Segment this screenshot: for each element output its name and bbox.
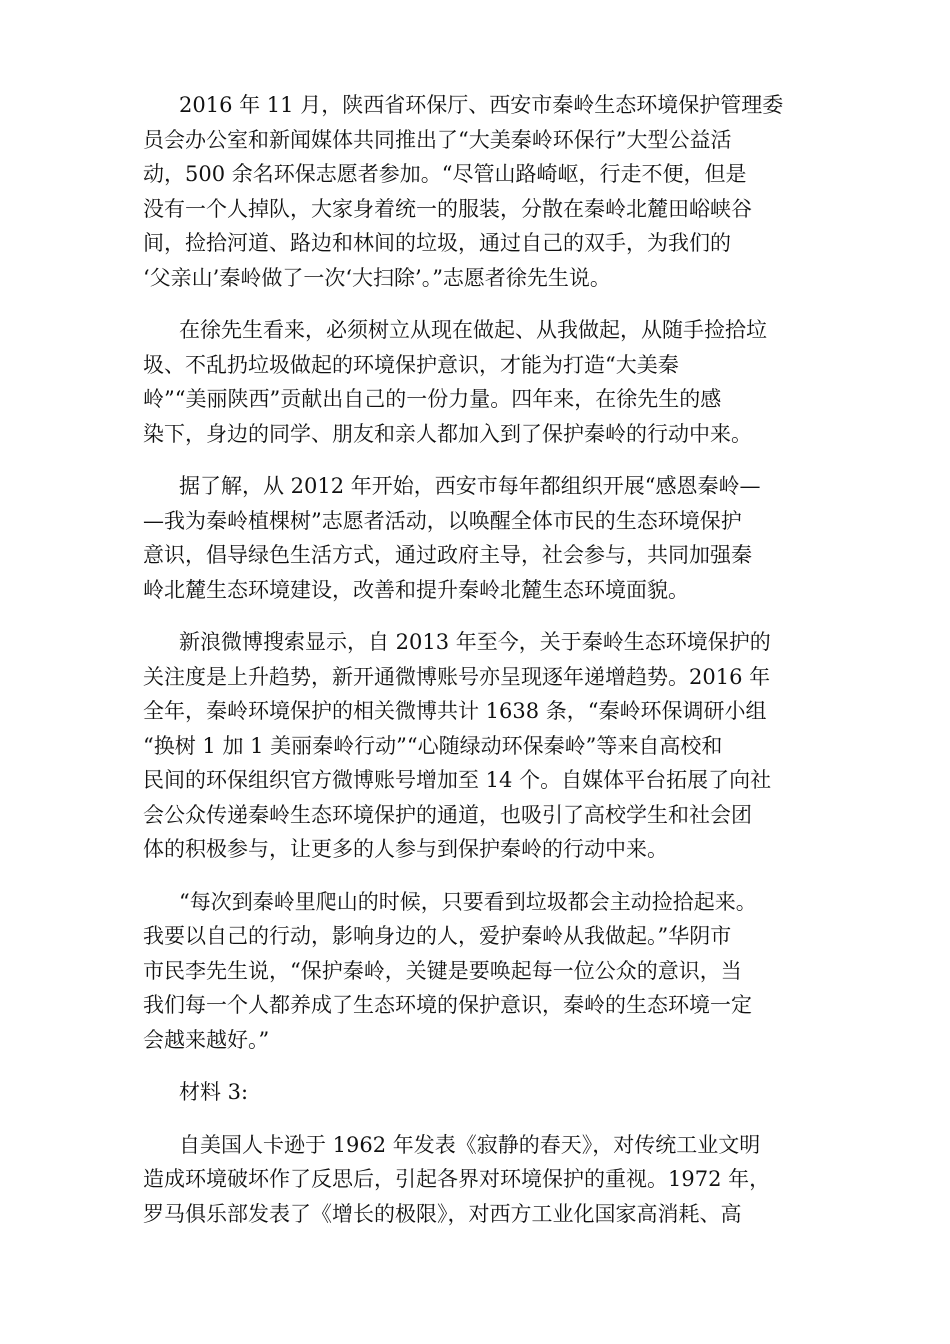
text-line: 意识，倡导绿色生活方式，通过政府主导，社会参与，共同加强秦 xyxy=(143,543,752,567)
text-line: 圾、不乱扔垃圾做起的环境保护意识，才能为打造“大美秦 xyxy=(143,352,679,377)
paragraph-5 xyxy=(143,885,805,1058)
text-line: 动，500 余名环保志愿者参加。“尽管山路崎岖，行走不便，但是 xyxy=(143,162,747,186)
text-line: 材料 3: xyxy=(179,1080,249,1104)
text-line: 染下，身边的同学、朋友和亲人都加入到了保护秦岭的行动中来。 xyxy=(143,421,752,446)
text-line: 体的积极参与，让更多的人参与到保护秦岭的行动中来。 xyxy=(143,837,668,861)
text-line: “换树 1 加 1 美丽秦岭行动”“心随绿动环保秦岭”等来自高校和 xyxy=(143,733,723,758)
text-line: 在徐先生看来，必须树立从现在做起、从我做起，从随手捡拾垃 xyxy=(179,318,767,342)
text-line: 会越来越好。” xyxy=(143,1027,270,1052)
text-line: 民间的环保组织官方微博账号增加至 14 个。自媒体平台拓展了向社 xyxy=(143,768,772,792)
text-line: 岭”“美丽陕西”贡献出自己的一份力量。四年来，在徐先生的感 xyxy=(143,387,722,411)
text-line: ‘父亲山’秦岭做了一次‘大扫除’。”志愿者徐先生说。 xyxy=(143,265,611,290)
text-line: 2016 年 11 月，陕西省环保厅、西安市秦岭生态环境保护管理委 xyxy=(179,93,784,117)
text-line: 新浪微博搜索显示，自 2013 年至今，关于秦岭生态环境保护的 xyxy=(179,630,771,654)
text-line: 自美国人卡逊于 1962 年发表《寂静的春天》，对传统工业文明 xyxy=(179,1132,761,1157)
text-line: —我为秦岭植棵树”志愿者活动，以唤醒全体市民的生态环境保护 xyxy=(143,508,742,533)
article-body xyxy=(143,88,805,1249)
text-line: “每次到秦岭里爬山的时候，只要看到垃圾都会主动捡拾起来。 xyxy=(179,889,757,914)
text-line: 我们每一个人都养成了生态环境的保护意识，秦岭的生态环境一定 xyxy=(143,993,752,1017)
paragraph-2 xyxy=(143,313,805,451)
paragraph-4 xyxy=(143,625,805,867)
text-line: 造成环境破坏作了反思后，引起各界对环境保护的重视。1972 年， xyxy=(143,1167,771,1191)
text-line: 据了解，从 2012 年开始，西安市每年都组织开展“感恩秦岭— xyxy=(179,474,761,498)
text-line: 岭北麓生态环境建设，改善和提升秦岭北麓生态环境面貌。 xyxy=(143,577,689,602)
text-line: 间，捡拾河道、路边和林间的垃圾，通过自己的双手，为我们的 xyxy=(143,231,731,255)
paragraph-3 xyxy=(143,469,805,607)
text-line: 我要以自己的行动，影响身边的人，爱护秦岭从我做起。”华阴市 xyxy=(143,924,732,948)
paragraph-1 xyxy=(143,88,805,295)
text-line: 关注度是上升趋势，新开通微博账号亦呈现逐年递增趋势。2016 年 xyxy=(143,664,771,689)
section-heading-material-3 xyxy=(143,1075,805,1110)
text-line: 没有一个人掉队，大家身着统一的服装，分散在秦岭北麓田峪峡谷 xyxy=(143,196,752,221)
paragraph-6 xyxy=(143,1128,805,1232)
text-line: 市民李先生说，“保护秦岭，关键是要唤起每一位公众的意识，当 xyxy=(143,958,742,983)
text-line: 罗马俱乐部发表了《增长的极限》，对西方工业化国家高消耗、高 xyxy=(143,1201,742,1226)
text-line: 全年，秦岭环境保护的相关微博共计 1638 条，“秦岭环保调研小组 xyxy=(143,699,767,723)
text-line: 员会办公室和新闻媒体共同推出了“大美秦岭环保行”大型公益活 xyxy=(143,127,732,152)
text-line: 会公众传递秦岭生态环境保护的通道，也吸引了高校学生和社会团 xyxy=(143,802,752,827)
